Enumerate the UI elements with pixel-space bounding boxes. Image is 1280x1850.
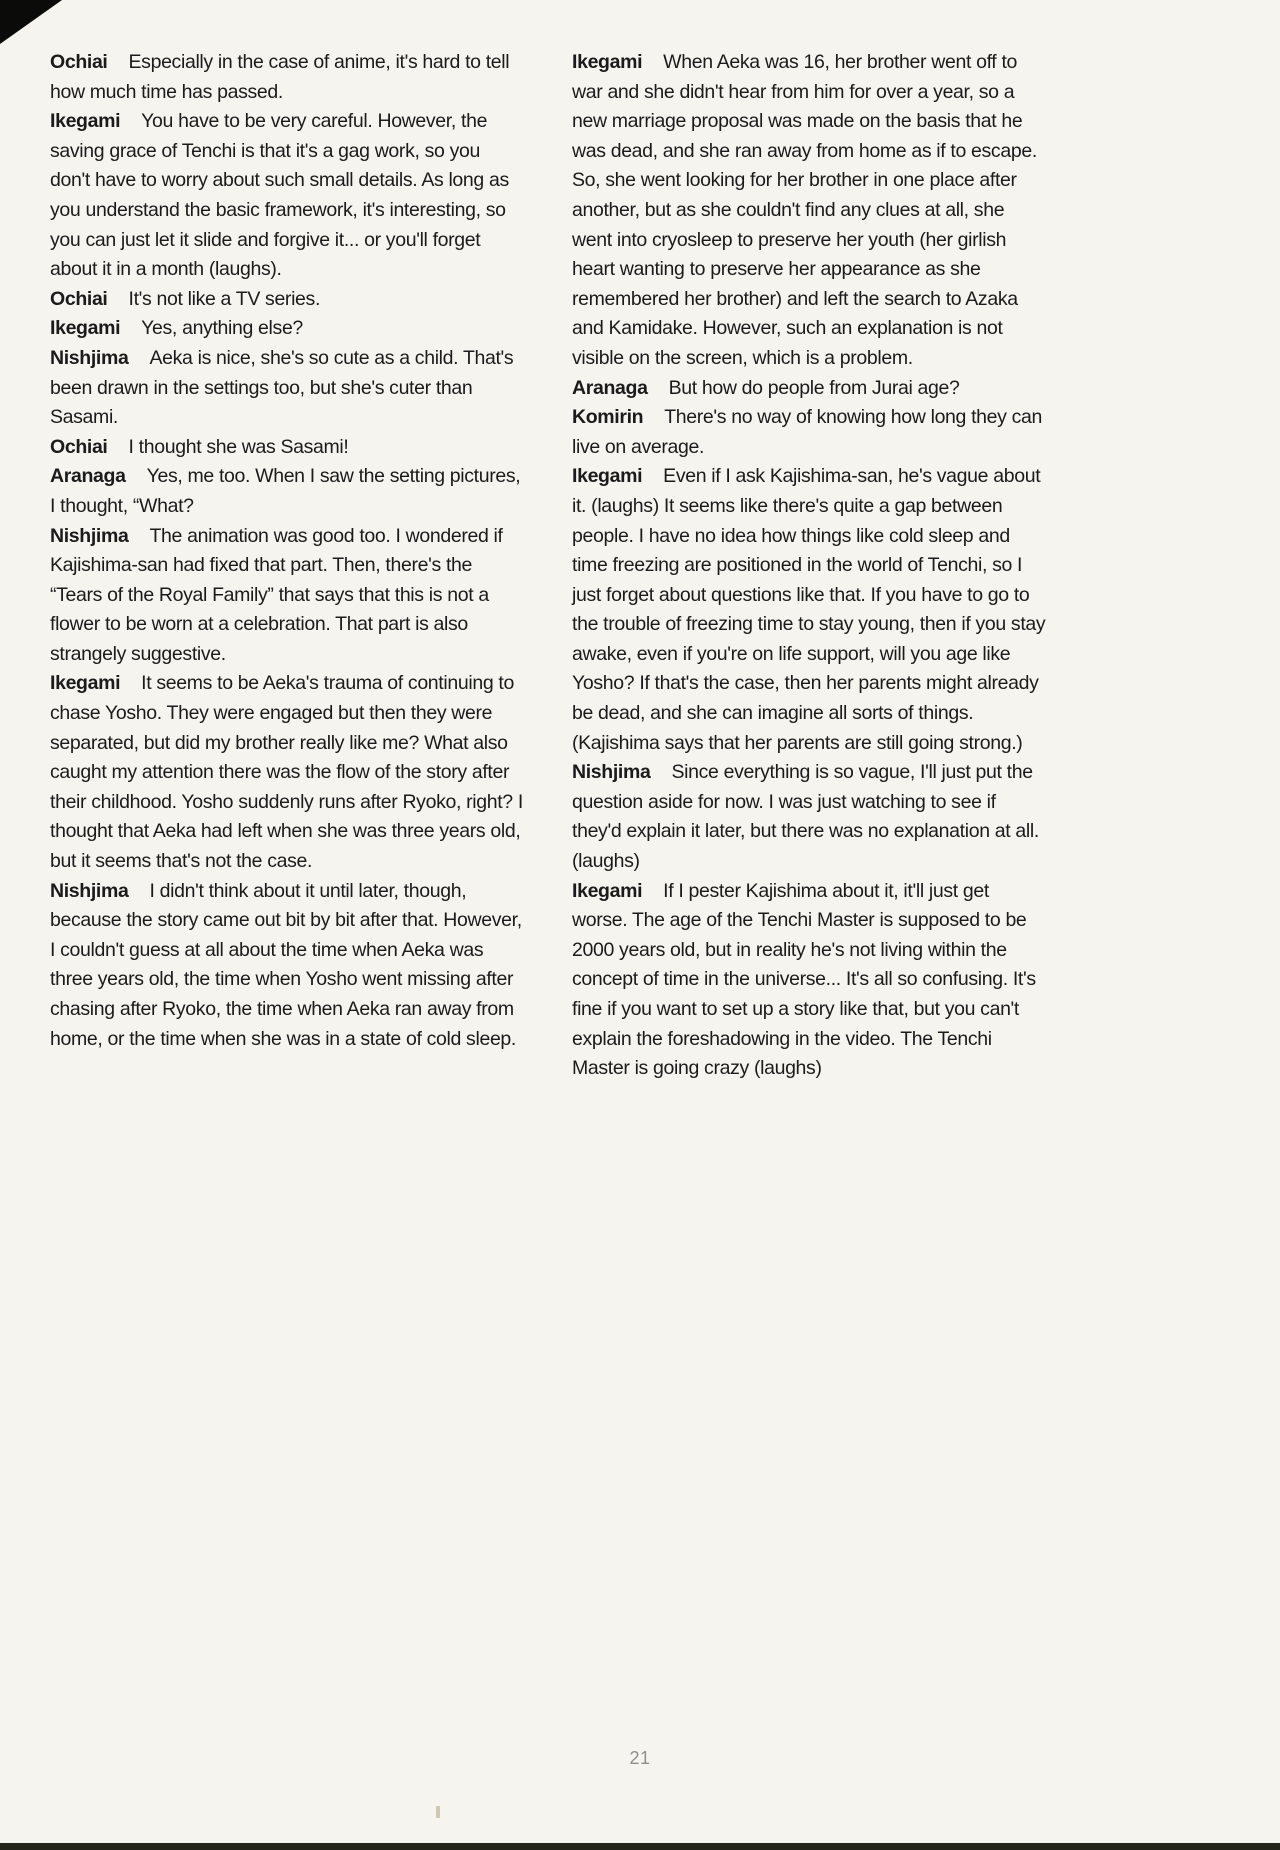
left-text-column [50,48,524,1054]
dialogue-turn [50,877,524,1055]
speaker-name: Ikegami [572,879,643,902]
speaker-name: Nishjima [50,524,129,547]
speaker-name: Ochiai [50,435,108,458]
dialogue-turn [572,877,1046,1084]
page-number: 21 [629,1748,651,1768]
dialogue-turn [50,107,524,285]
dialogue-turn [50,522,524,670]
utterance-text: Yes, me too. When I saw the setting pictures, I thought, “What? [50,465,521,517]
speaker-name: Ikegami [572,465,643,488]
speaker-name: Aranaga [50,465,126,488]
speaker-name: Nishjima [50,346,129,369]
dialogue-turn [572,758,1046,876]
utterance-text: Even if I ask Kajishima-san, he's vague about it. (laughs) It seems like there's quite a gap between people. I have no idea how things like cold sleep and time freezing are positioned in the world of Tenchi, so I just forget about questions like that. If you have to go to the trouble of freezing time to stay young, then if you stay awake, even if you're on life support, will you age like Yosho? If that's the case, then her parents might already be dead, and she can imagine all sorts of things. (Kajishima says that her parents are still going strong.) [572,465,1046,754]
speaker-name: Ikegami [50,110,121,133]
dialogue-turn [50,285,524,315]
utterance-text: There's no way of knowing how long they can live on average. [572,406,1043,458]
dialogue-turn [572,403,1046,462]
speaker-name: Ochiai [50,287,108,310]
dialogue-turn [50,344,524,433]
utterance-text: Especially in the case of anime, it's hard to tell how much time has passed. [50,51,510,103]
speaker-name: Ochiai [50,51,108,73]
utterance-text: Since everything is so vague, I'll just put the question aside for now. I was just watching to see if they'd explain it later, but there was no explanation at all. (laughs) [572,761,1039,873]
speaker-name: Nishjima [572,761,651,784]
utterance-text: When Aeka was 16, her brother went off to war and she didn't hear from him for over a year, so a new marriage proposal was made on the basis that he was dead, and she ran away from home as if to escape. So, she went looking for her brother in one place after another, but as she couldn't find any clues at all, she went into cryosleep to preserve her youth (her girlish heart wanting to preserve her appearance as she remembered her brother) and left the search to Azaka and Kamidake. However, such an explanation is not visible on the screen, which is a problem. [572,51,1037,369]
utterance-text: I didn't think about it until later, though, because the story came out bit by bit after that. However, I couldn't guess at all about the time when Aeka was three years old, the time when Yosho went missing after chasing after Ryoko, the time when Aeka ran away from home, or the time when she was in a state of cold sleep. [50,879,522,1050]
dialogue-turn [572,48,1046,374]
scan-edge-artifact [0,1843,1280,1850]
dialogue-turn [50,48,524,107]
speaker-name: Ikegami [50,317,121,340]
dialogue-turn [572,374,1046,404]
dialogue-turn [50,433,524,463]
speaker-name: Komirin [572,406,644,429]
utterance-text: Aeka is nice, she's so cute as a child. That's been drawn in the settings too, but she's cuter than Sasami. [50,346,514,429]
dialogue-turn [50,462,524,521]
speaker-name: Aranaga [572,376,648,399]
utterance-text: Yes, anything else? [141,317,303,340]
dialogue-turn [50,669,524,876]
speaker-name: Ikegami [50,672,121,695]
dialogue-turn [50,314,524,344]
speaker-name: Nishjima [50,879,129,902]
utterance-text: It's not like a TV series. [128,287,321,310]
utterance-text: If I pester Kajishima about it, it'll just get worse. The age of the Tenchi Master is supposed to be 2000 years old, but in reality he's not living within the concept of time in the universe... It's all so confusing. It's fine if you want to set up a story like that, but you can't explain the foreshadowing in the video. The Tenchi Master is going crazy (laughs) [572,879,1036,1080]
utterance-text: You have to be very careful. However, the saving grace of Tenchi is that it's a gag work, so you don't have to worry about such small details. As long as you understand the basic framework, it's interesting, so you can just let it slide and forgive it... or you'll forget about it in a month (laughs). [50,110,509,281]
utterance-text: It seems to be Aeka's trauma of continuing to chase Yosho. They were engaged but then they were separated, but did my brother really like me? What also caught my attention there was the flow of the story after their childhood. Yosho suddenly runs after Ryoko, right? I thought that Aeka had left when she was three years old, but it seems that's not the case. [50,672,523,873]
right-text-column [572,48,1046,1084]
dialogue-turn [572,462,1046,758]
scan-corner-artifact [0,0,62,44]
speaker-name: Ikegami [572,51,643,73]
scan-speck-artifact [436,1806,440,1818]
utterance-text: The animation was good too. I wondered if Kajishima-san had fixed that part. Then, there's the “Tears of the Royal Family” that says that this is not a flower to be worn at a celebration. That part is also strangely suggestive. [50,524,503,665]
utterance-text: I thought she was Sasami! [128,435,349,458]
utterance-text: But how do people from Jurai age? [668,376,960,399]
